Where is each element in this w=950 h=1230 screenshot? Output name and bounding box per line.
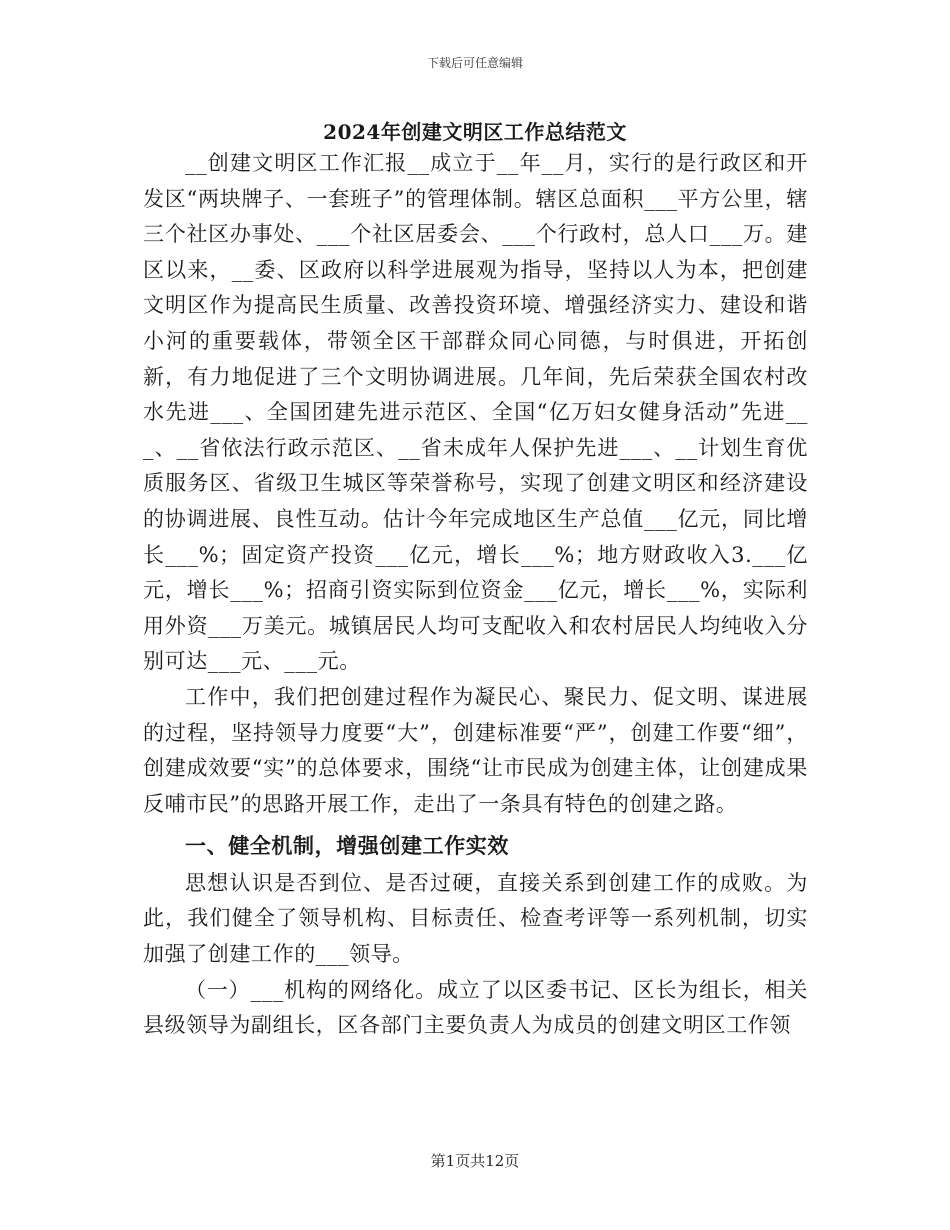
- document-title: 2024年创建文明区工作总结范文: [323, 120, 627, 144]
- body-paragraph: （一）___机构的网络化。成立了以区委书记、区长为组长，相关县级领导为副组长，区各部门主要负责人为成员的创建文明区工作领: [143, 977, 808, 1038]
- section-heading: 一、健全机制，增强创建工作实效: [185, 833, 509, 859]
- body-paragraph: 思想认识是否到位、是否过硬，直接关系到创建工作的成败。为此，我们健全了领导机构、目标责任、检查考评等一系列机制，切实加强了创建工作的___领导。: [143, 870, 808, 967]
- document-body: [143, 146, 808, 1044]
- page-number: 第1页共12页: [430, 1152, 520, 1170]
- body-paragraph: 工作中，我们把创建过程作为凝民心、聚民力、促文明、谋进展的过程，坚持领导力度要“大”，创建标准要“严”，创建工作要“细”，创建成效要“实”的总体要求，围绕“让市民成为创建主体，让创建成果反哺市民”的思路开展工作，走出了一条具有特色的创建之路。: [143, 684, 808, 816]
- body-paragraph: __创建文明区工作汇报__成立于__年__月，实行的是行政区和开发区“两块牌子、一套班子”的管理体制。辖区总面积___平方公里，辖三个社区办事处、___个社区居委会、___个行政村，总人口___万。建区以来，__委、区政府以科学进展观为指导，坚持以人为本，把创建文明区作为提高民生质量、改善投资环境、增强经济实力、建设和谐小河的重要载体，带领全区干部群众同心同德，与时俱进，开拓创新，有力地促进了三个文明协调进展。几年间，先后荣获全国农村改水先进___、全国团建先进示范区、全国“亿万妇女健身活动”先进___、__省依法行政示范区、__省未成年人保护先进___、__计划生育优质服务区、省级卫生城区等荣誉称号，实现了创建文明区和经济建设的协调进展、良性互动。估计今年完成地区生产总值___亿元，同比增长___%；固定资产投资___亿元，增长___%；地方财政收入3.___亿元，增长___%；招商引资实际到位资金___亿元，增长___%，实际利用外资___万美元。城镇居民人均可支配收入和农村居民人均纯收入分别可达___元、___元。: [143, 151, 808, 674]
- page-header-note: 下载后可任意编辑: [426, 56, 523, 70]
